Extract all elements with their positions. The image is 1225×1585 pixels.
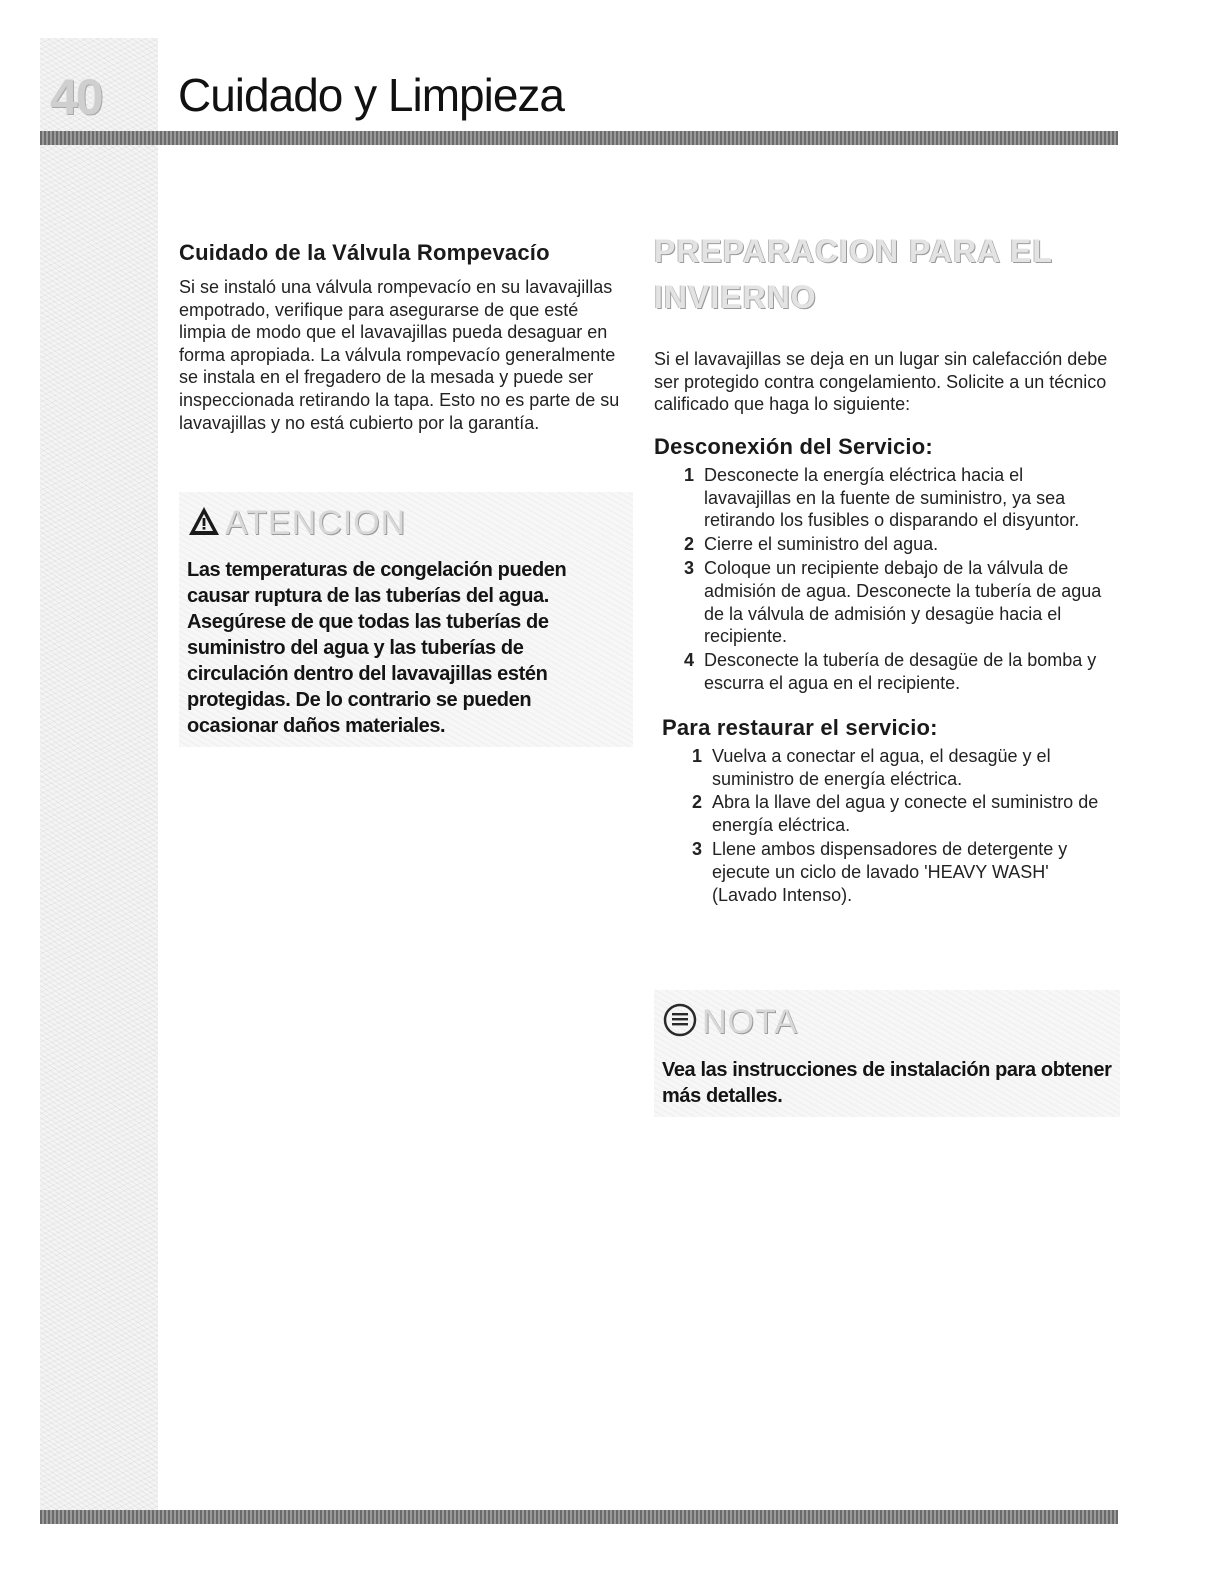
- valve-care-body: Si se instaló una válvula rompevacío en su lavavajillas empotrado, verifique para asegurarse de que esté limpia de modo que el lavavajillas pueda desaguar en forma apropiada. La válvula rompevacío generalmente se instala en el fregadero de la mesada y puede ser inspeccionada retirando la tapa. Esto no es parte de su lavavajillas y no está cubierto por la garantía.: [179, 277, 620, 433]
- warning-callout: [179, 492, 633, 747]
- warning-title: ATENCION: [225, 504, 407, 543]
- note-body: Vea las instrucciones de instalación para obtener más detalles.: [662, 1059, 1112, 1108]
- footer-rule: [40, 1510, 1118, 1524]
- winter-prep-intro: Si el lavavajillas se deja en un lugar sin calefacción debe ser protegido contra congelamiento. Solicite a un técnico calificado que haga lo siguiente:: [654, 349, 1108, 415]
- left-column: [179, 240, 629, 747]
- right-column: [654, 228, 1114, 1117]
- list-item: 3 Llene ambos dispensadores de detergente y ejecute un ciclo de lavado 'HEAVY WASH' (Lavado Intenso).: [691, 838, 1068, 905]
- note-callout: [654, 990, 1120, 1117]
- restore-heading: Para restaurar el servicio:: [662, 714, 938, 740]
- header-rule: [40, 131, 1118, 145]
- warning-triangle-icon: [187, 505, 221, 542]
- page-title: Cuidado y Limpieza: [178, 69, 565, 121]
- list-item: 3 Coloque un recipiente debajo de la válvula de admisión de agua. Desconecte la tubería de agua de la válvula de admisión y desagüe hacia el recipiente.: [683, 557, 1102, 647]
- disconnect-heading: Desconexión del Servicio:: [654, 433, 933, 459]
- note-title-row: [662, 1002, 1112, 1043]
- page-number: 40: [50, 69, 102, 125]
- warning-title-row: [187, 504, 625, 543]
- list-item: 2 Abra la llave del agua y conecte el suministro de energía eléctrica.: [691, 792, 1099, 836]
- restore-steps: [654, 745, 1114, 907]
- valve-care-heading: Cuidado de la Válvula Rompevacío: [179, 240, 550, 265]
- valve-care-section: [179, 240, 629, 434]
- winter-prep-heading-line2: INVIERNO: [654, 279, 817, 315]
- winter-prep-heading: [654, 228, 1114, 320]
- list-item: 4 Desconecte la tubería de desagüe de la bomba y escurra el agua en el recipiente.: [683, 650, 1097, 693]
- list-item: 2 Cierre el suministro del agua.: [683, 534, 939, 555]
- page-sidebar-texture: [40, 38, 158, 1523]
- note-title: NOTA: [702, 1003, 798, 1042]
- disconnect-steps: [654, 464, 1114, 695]
- winter-prep-section: [654, 228, 1114, 416]
- winter-prep-heading-line1: PREPARACION PARA EL: [654, 233, 1053, 269]
- disconnect-section: [654, 434, 1114, 695]
- list-item: 1 Vuelva a conectar el agua, el desagüe y el suministro de energía eléctrica.: [691, 745, 1051, 789]
- warning-body: Las temperaturas de congelación pueden causar ruptura de las tuberías del agua. Asegúrese de que todas las tuberías de suministro del agua y las tuberías de circulación dentro del lavavajillas estén protegidas. De lo contrario se pueden ocasionar daños materiales.: [187, 559, 567, 738]
- list-item: 1 Desconecte la energía eléctrica hacia el lavavajillas en la fuente de suministro, ya sea retirando los fusibles o disparando el disyuntor.: [683, 464, 1080, 531]
- restore-section: [654, 715, 1114, 907]
- note-icon: [662, 1002, 698, 1043]
